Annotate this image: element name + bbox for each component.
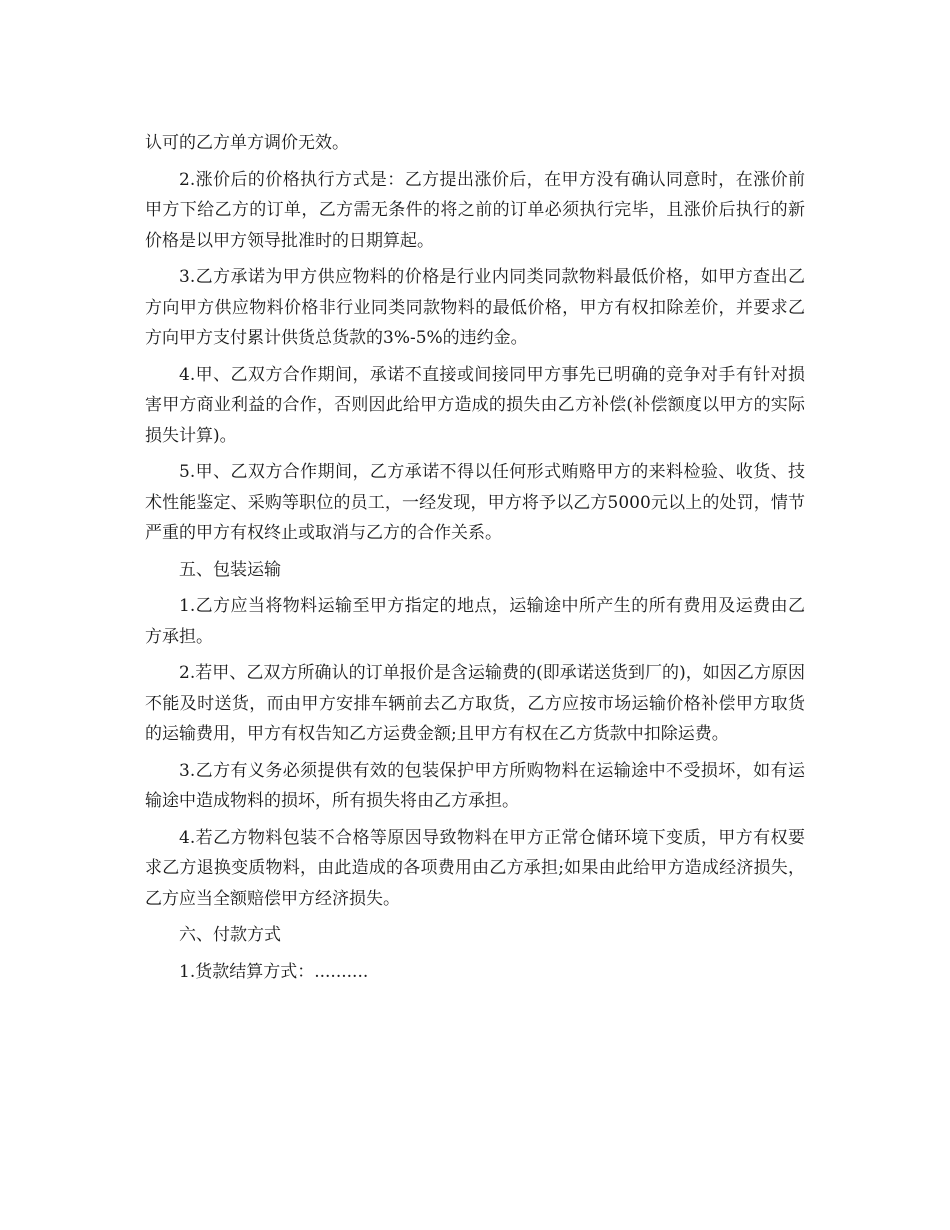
section-heading-payment: 六、付款方式 bbox=[179, 925, 281, 945]
clause-price-increase-execution: 2.涨价后的价格执行方式是：乙方提出涨价后，在甲方没有确认同意时，在涨价前甲方下给乙方的订单，乙方需无条件的将之前的订单必须执行完毕，且涨价后执行的新价格是以甲方领导批准时的日期算起。 bbox=[145, 169, 805, 251]
section-heading-packaging-transport: 五、包装运输 bbox=[179, 559, 281, 580]
document-body bbox=[145, 128, 805, 993]
clause-anti-bribery: 5.甲、乙双方合作期间，乙方承诺不得以任何形式贿赂甲方的来料检验、收货、技术性能鉴定、采购等职位的员工，一经发现，甲方将予以乙方5000元以上的处罚，情节严重的甲方有权终止或取消与乙方的合作关系。 bbox=[145, 462, 805, 543]
clause-settlement-method: 1.货款结算方式：.......... bbox=[179, 961, 369, 982]
paragraph-continuation: 认可的乙方单方调价无效。 bbox=[145, 133, 349, 153]
clause-lowest-price-promise: 3.乙方承诺为甲方供应物料的价格是行业内同类同款物料最低价格，如甲方查出乙方向甲方供应物料价格非行业同类同款物料的最低价格，甲方有权扣除差价，并要求乙方向甲方支付累计供货总货款的3%-5%的违约金。 bbox=[145, 267, 805, 348]
clause-non-competition: 4.甲、乙双方合作期间，承诺不直接或间接同甲方事先已明确的竞争对手有针对损害甲方商业利益的合作，否则因此给甲方造成的损失由乙方补偿(补偿额度以甲方的实际损失计算)。 bbox=[145, 364, 805, 446]
clause-transport-cost: 1.乙方应当将物料运输至甲方指定的地点，运输途中所产生的所有费用及运费由乙方承担。 bbox=[145, 596, 805, 647]
clause-packaging-defect: 4.若乙方物料包装不合格等原因导致物料在甲方正常仓储环境下变质，甲方有权要求乙方退换变质物料，由此造成的各项费用由乙方承担;如果由此给甲方造成经济损失，乙方应当全额赔偿甲方经济损失。 bbox=[145, 827, 805, 909]
clause-packaging-protection: 3.乙方有义务必须提供有效的包装保护甲方所购物料在运输途中不受损坏，如有运输途中造成物料的损坏，所有损失将由乙方承担。 bbox=[145, 760, 805, 811]
clause-delivery-failure: 2.若甲、乙双方所确认的订单报价是含运输费的(即承诺送货到厂的)，如因乙方原因不能及时送货，而由甲方安排车辆前去乙方取货，乙方应按市场运输价格补偿甲方取货的运输费用，甲方有权告知乙方运费金额;且甲方有权在乙方货款中扣除运费。 bbox=[145, 663, 805, 744]
